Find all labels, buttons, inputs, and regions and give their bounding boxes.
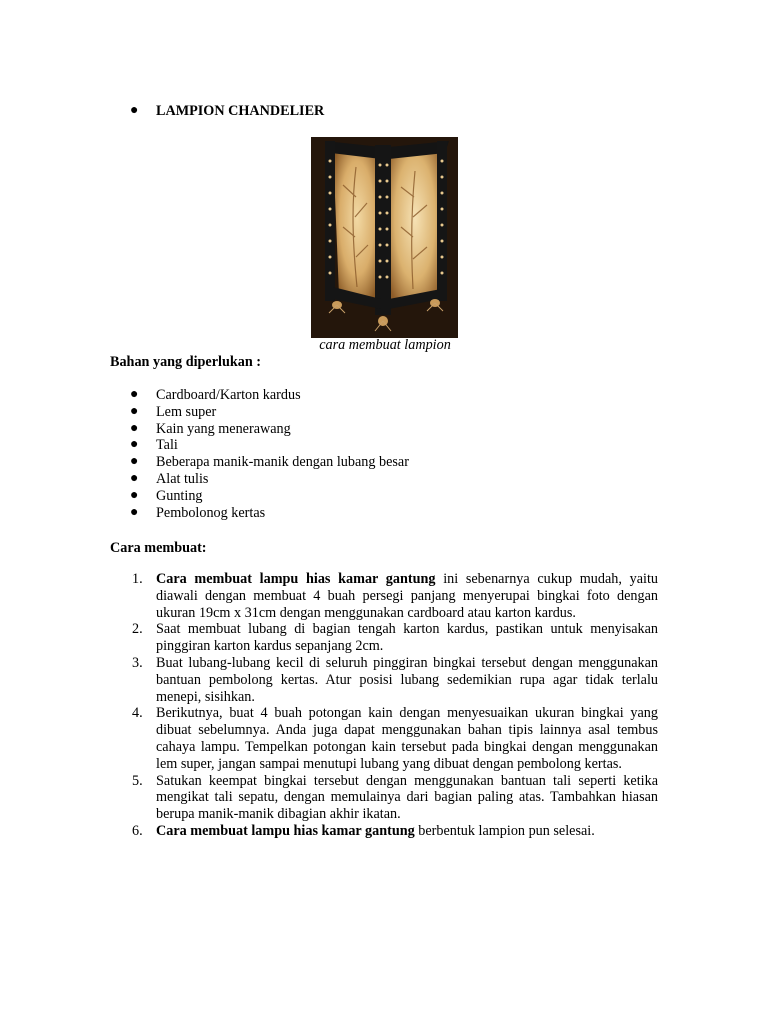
bullet-icon: ● <box>130 403 139 419</box>
list-item: ● Alat tulis <box>130 470 209 487</box>
lantern-photo <box>311 137 458 338</box>
bullet-icon: ● <box>130 454 139 470</box>
bullet-icon: ● <box>130 387 139 402</box>
list-item: ● Tali <box>130 437 178 454</box>
list-item <box>110 655 658 705</box>
document-title: LAMPION CHANDELIER <box>156 103 325 119</box>
steps-heading: Cara membuat: <box>110 540 207 556</box>
step-text: Berikutnya, buat 4 buah potongan kain dengan menyesuaikan ukuran bingkai yang dibuat sebelumnya. Anda juga dapat menggunakan bahan tipis lainnya asal tembus cahaya lampu. Tempelkan potongan kain tersebut pada bingkai dengan menggunakan lem super, jangan sampai menutupi lubang yang dibuat dengan pembolong kertas. <box>156 705 658 772</box>
bullet-icon: ● <box>130 470 139 486</box>
step-number: 2. <box>132 621 143 638</box>
list-item: ● Beberapa manik-manik dengan lubang besar <box>130 454 409 471</box>
list-item: ● Pembolonog kertas <box>130 504 266 521</box>
list-item: ● Kain yang menerawang <box>130 420 291 437</box>
title-row <box>130 103 324 120</box>
list-item <box>110 823 658 840</box>
step-text: Satukan keempat bingkai tersebut dengan menggunakan bantuan tali seperti ketika mengikat tali sepatu, dengan memulainya dari bagian paling atas. Tambahkan hiasan berupa manik-manik dibagian akhir ikatan. <box>156 772 658 823</box>
materials-heading: Bahan yang diperlukan : <box>110 354 261 370</box>
figure-caption: cara membuat lampion <box>319 337 451 353</box>
materials-list <box>130 387 409 521</box>
step-text: Cara membuat lampu hias kamar gantung ini sebenarnya cukup mudah, yaitu diawali dengan membuat 4 buah persegi panjang menyerupai bingkai foto dengan ukuran 19cm x 31cm dengan menggunakan cardboard atau karton kardus. <box>156 571 658 621</box>
bullet-icon: ● <box>130 504 139 520</box>
bullet-icon: ● <box>130 487 139 503</box>
list-item <box>110 773 658 823</box>
step-text: Buat lubang-lubang kecil di seluruh pinggiran bingkai tersebut dengan menggunakan bantuan pembolong kertas. Atur posisi lubang sedemikian rupa agar tidak terlalu menepi, sisihkan. <box>156 654 658 705</box>
bullet-icon: ● <box>130 437 139 453</box>
lantern-image <box>311 137 458 338</box>
step-number: 5. <box>132 772 143 789</box>
list-item <box>110 705 658 772</box>
step-number: 1. <box>132 571 143 587</box>
list-item <box>110 621 658 655</box>
step-number: 3. <box>132 654 143 671</box>
step-text: Saat membuat lubang di bagian tengah karton kardus, pastikan untuk menyisakan pinggiran karton kardus sepanjang 2cm. <box>156 621 658 655</box>
bullet-icon: ● <box>130 420 139 436</box>
list-item <box>110 571 658 621</box>
list-item: ● Cardboard/Karton kardus <box>130 387 301 403</box>
bullet-icon: ● <box>130 103 139 118</box>
steps-list <box>110 571 658 840</box>
step-number: 4. <box>132 705 143 722</box>
list-item: ● Gunting <box>130 487 203 504</box>
step-text: Cara membuat lampu hias kamar gantung berbentuk lampion pun selesai. <box>156 822 595 839</box>
step-number: 6. <box>132 822 143 839</box>
list-item: ● Lem super <box>130 403 217 420</box>
